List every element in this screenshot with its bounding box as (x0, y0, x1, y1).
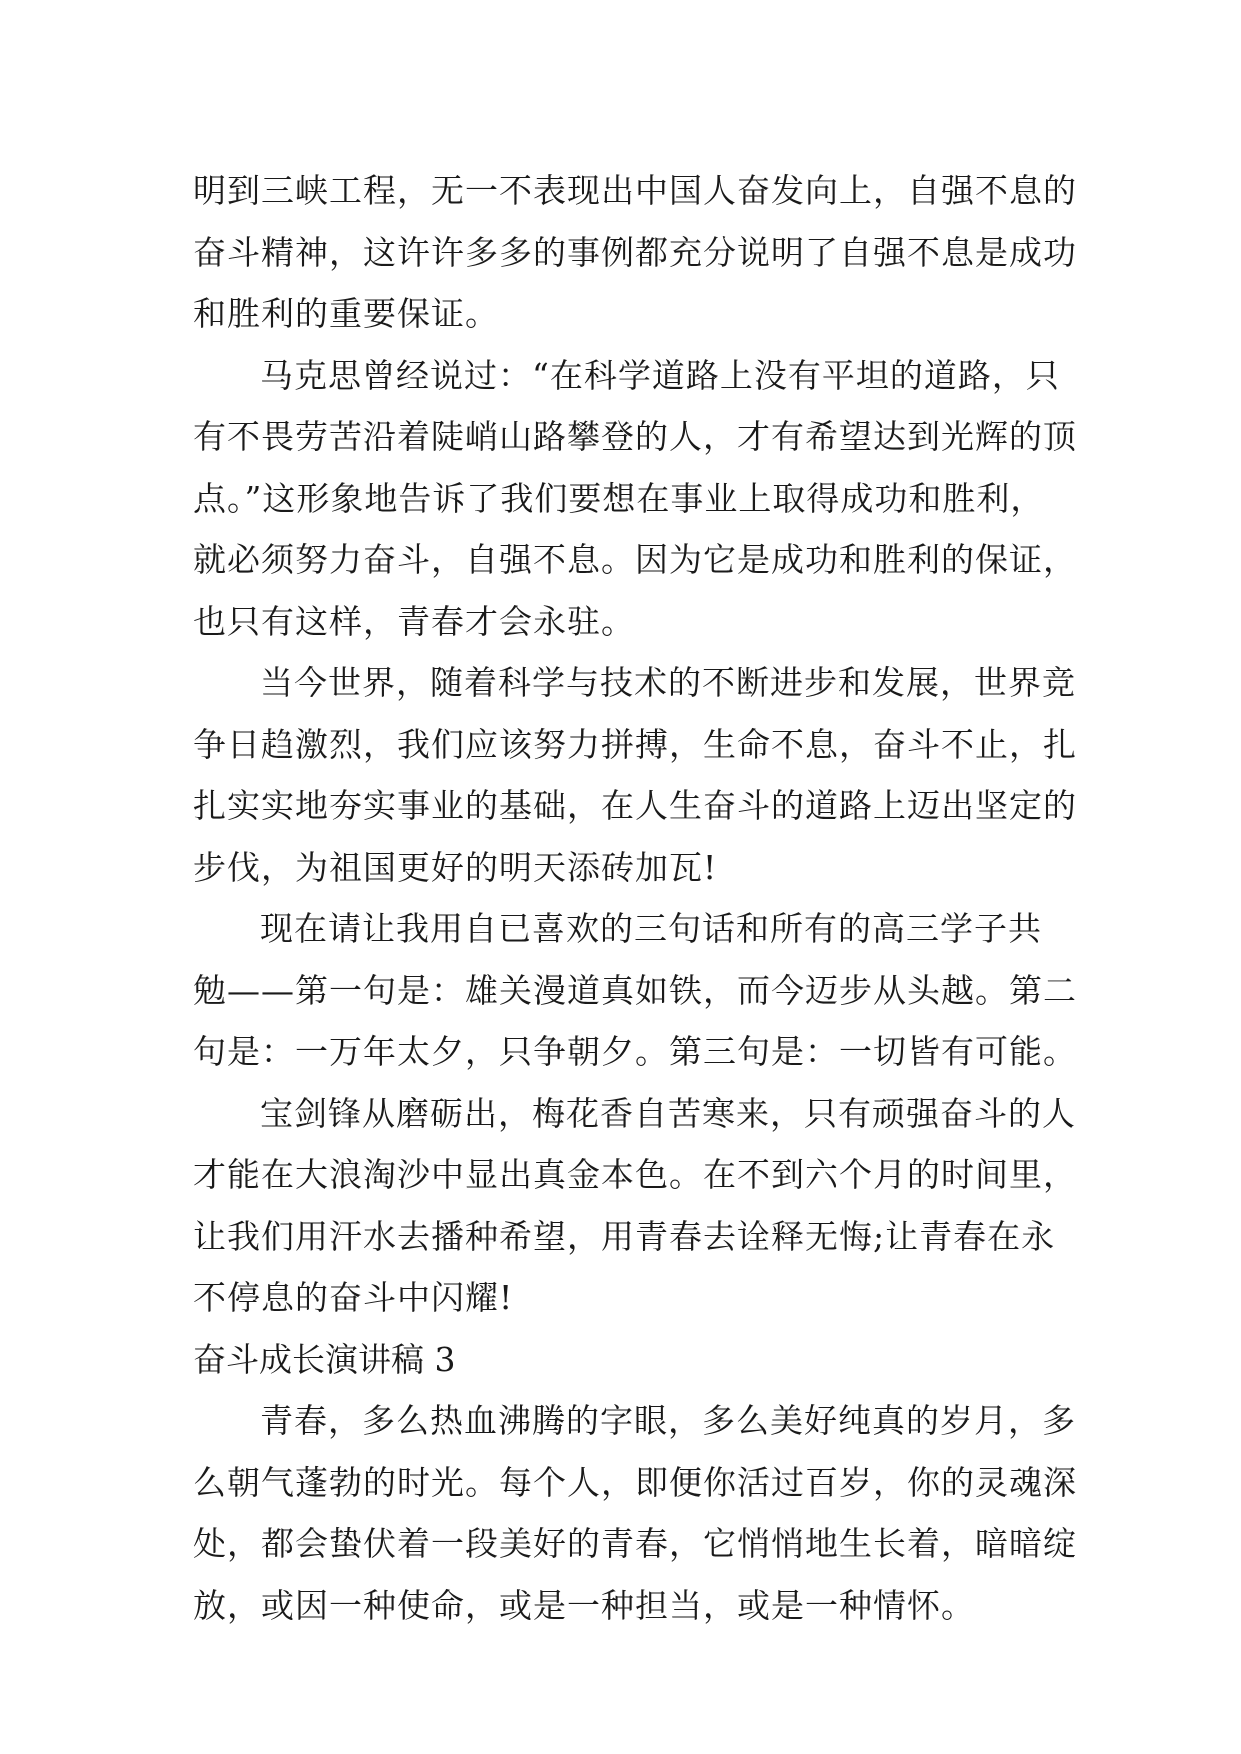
text-line: 有不畏劳苦沿着陡峭山路攀登的人，才有希望达到光辉的顶 (193, 417, 1077, 456)
text-line: 步伐，为祖国更好的明天添砖加瓦! (193, 847, 718, 887)
document-body (193, 160, 1077, 1636)
text-line: 点。”这形象地告诉了我们要想在事业上取得成功和胜利， (193, 478, 1045, 518)
text-line: 现在请让我用自已喜欢的三句话和所有的高三学子共 (260, 909, 1042, 948)
text-line: 不停息的奋斗中闪耀! (193, 1278, 514, 1317)
text-line: 当今世界，随着科学与技术的不断进步和发展，世界竞 (260, 663, 1076, 702)
text-line: 么朝气蓬勃的时光。每个人，即便你活过百岁，你的灵魂深 (193, 1462, 1077, 1502)
text-line: 马克思曾经说过：“在科学道路上没有平坦的道路，只 (260, 355, 1060, 395)
text-line: 让我们用汗水去播种希望，用青春去诠释无悔;让青春在永 (193, 1216, 1056, 1256)
text-line: 句是：一万年太夕，只争朝夕。第三句是：一切皆有可能。 (193, 1032, 1077, 1071)
text-line: 和胜利的重要保证。 (193, 294, 499, 333)
text-line: 处，都会蛰伏着一段美好的青春，它悄悄地生长着，暗暗绽 (193, 1524, 1077, 1563)
text-line: 也只有这样，青春才会永驻。 (193, 601, 635, 641)
text-line: 明到三峡工程，无一不表现出中国人奋发向上，自强不息的 (193, 171, 1077, 210)
text-line: 就必须努力奋斗，自强不息。因为它是成功和胜利的保证， (193, 540, 1077, 579)
text-line: 扎实实地夯实事业的基础，在人生奋斗的道路上迈出坚定的 (193, 786, 1077, 825)
section-heading: 奋斗成长演讲稿 3 (193, 1339, 456, 1379)
text-line: 勉——第一句是：雄关漫道真如铁，而今迈步从头越。第二 (193, 970, 1077, 1010)
text-line: 奋斗精神，这许许多多的事例都充分说明了自强不息是成功 (193, 232, 1077, 272)
text-line: 争日趋激烈，我们应该努力拼搏，生命不息，奋斗不止，扎 (193, 724, 1077, 764)
text-line: 才能在大浪淘沙中显出真金本色。在不到六个月的时间里， (193, 1155, 1077, 1194)
text-line: 放，或因一种使命，或是一种担当，或是一种情怀。 (193, 1585, 975, 1625)
text-line: 青春，多么热血沸腾的字眼，多么美好纯真的岁月，多 (260, 1401, 1076, 1440)
text-line: 宝剑锋从磨砺出，梅花香自苦寒来，只有顽强奋斗的人 (260, 1093, 1076, 1133)
